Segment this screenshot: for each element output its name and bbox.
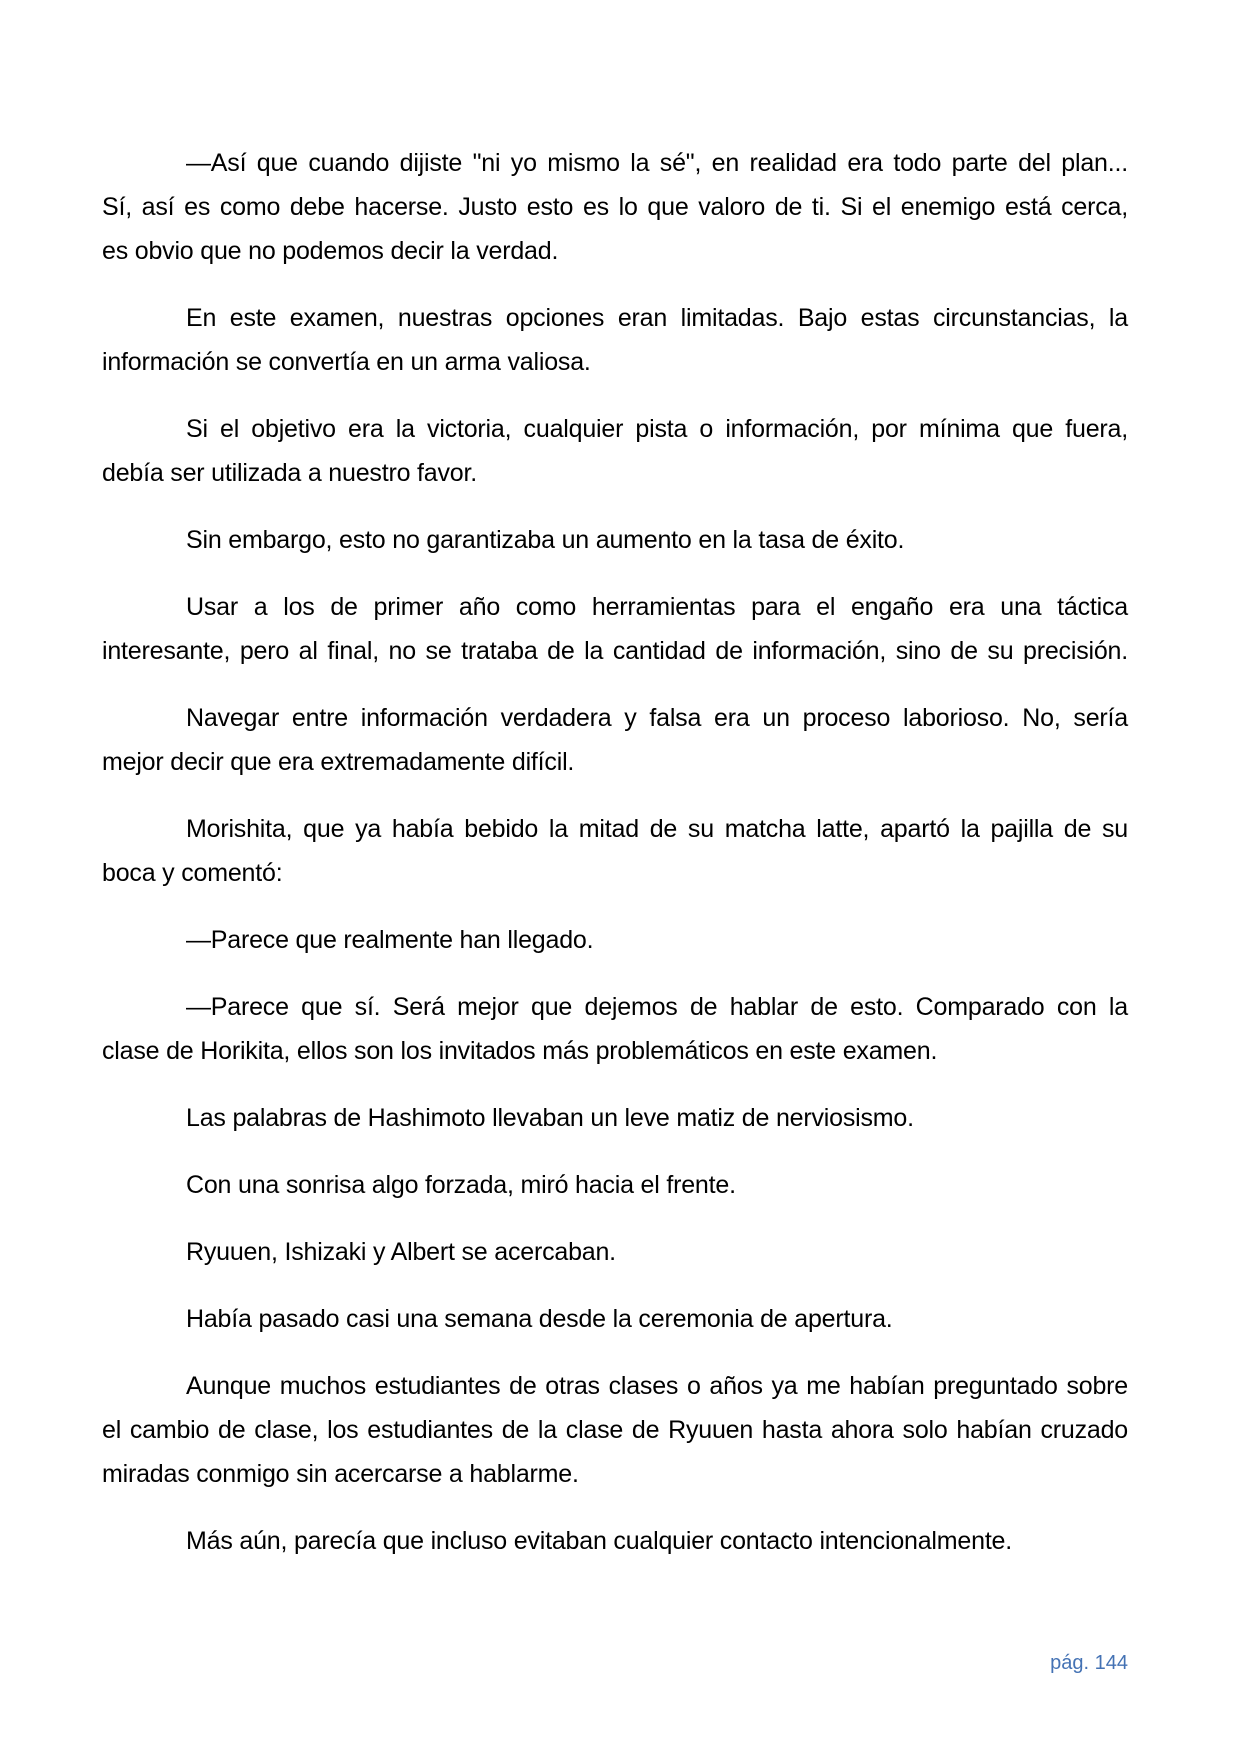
text-line: Usar a los de primer año como herramientas para el engaño era una táctica xyxy=(186,593,1128,621)
text-line: interesante, pero al final, no se trataba de la cantidad de información, sino de su precisión. xyxy=(102,637,1128,665)
text-line: Había pasado casi una semana desde la ceremonia de apertura. xyxy=(186,1305,893,1333)
paragraph xyxy=(102,985,1128,1073)
text-line: el cambio de clase, los estudiantes de la clase de Ryuuen hasta ahora solo habían cruzado xyxy=(102,1416,1128,1444)
paragraph xyxy=(102,1096,1128,1140)
text-line: Navegar entre información verdadera y falsa era un proceso laborioso. No, sería xyxy=(186,704,1128,732)
text-line: mejor decir que era extremadamente difícil. xyxy=(102,748,575,776)
paragraph xyxy=(102,518,1128,562)
paragraph xyxy=(102,1230,1128,1274)
text-line: En este examen, nuestras opciones eran limitadas. Bajo estas circunstancias, la xyxy=(186,304,1128,332)
paragraph xyxy=(102,807,1128,895)
paragraph xyxy=(102,1163,1128,1207)
text-line: es obvio que no podemos decir la verdad. xyxy=(102,237,559,265)
paragraph xyxy=(102,296,1128,384)
text-line: Ryuuen, Ishizaki y Albert se acercaban. xyxy=(186,1238,616,1266)
page-number-label: pág. 144 xyxy=(1050,1652,1128,1674)
text-content xyxy=(102,141,1128,1586)
text-line: Más aún, parecía que incluso evitaban cualquier contacto intencionalmente. xyxy=(186,1527,1013,1555)
text-line: —Así que cuando dijiste "ni yo mismo la sé", en realidad era todo parte del plan... xyxy=(186,149,1128,177)
text-line: clase de Horikita, ellos son los invitados más problemáticos en este examen. xyxy=(102,1037,938,1065)
text-line: —Parece que sí. Será mejor que dejemos de hablar de esto. Comparado con la xyxy=(186,993,1128,1021)
paragraph xyxy=(102,407,1128,495)
text-line: Aunque muchos estudiantes de otras clases o años ya me habían preguntado sobre xyxy=(186,1372,1128,1400)
text-line: Sí, así es como debe hacerse. Justo esto es lo que valoro de ti. Si el enemigo está cerca, xyxy=(102,193,1128,221)
text-line: Si el objetivo era la victoria, cualquier pista o información, por mínima que fuera, xyxy=(186,415,1128,443)
text-line: boca y comentó: xyxy=(102,859,283,887)
text-line: miradas conmigo sin acercarse a hablarme. xyxy=(102,1460,579,1488)
paragraph xyxy=(102,696,1128,784)
text-line: Sin embargo, esto no garantizaba un aumento en la tasa de éxito. xyxy=(186,526,905,554)
paragraph xyxy=(102,1519,1128,1563)
paragraph xyxy=(102,585,1128,673)
text-line: debía ser utilizada a nuestro favor. xyxy=(102,459,477,487)
paragraph xyxy=(102,1297,1128,1341)
text-line: Las palabras de Hashimoto llevaban un leve matiz de nerviosismo. xyxy=(186,1104,914,1132)
text-line: Con una sonrisa algo forzada, miró hacia el frente. xyxy=(186,1171,736,1199)
text-line: —Parece que realmente han llegado. xyxy=(186,926,594,954)
paragraph xyxy=(102,1364,1128,1496)
paragraph xyxy=(102,141,1128,273)
paragraph xyxy=(102,918,1128,962)
text-line: Morishita, que ya había bebido la mitad de su matcha latte, apartó la pajilla de su xyxy=(186,815,1128,843)
text-line: información se convertía en un arma valiosa. xyxy=(102,348,591,376)
page-number xyxy=(1050,1650,1128,1676)
